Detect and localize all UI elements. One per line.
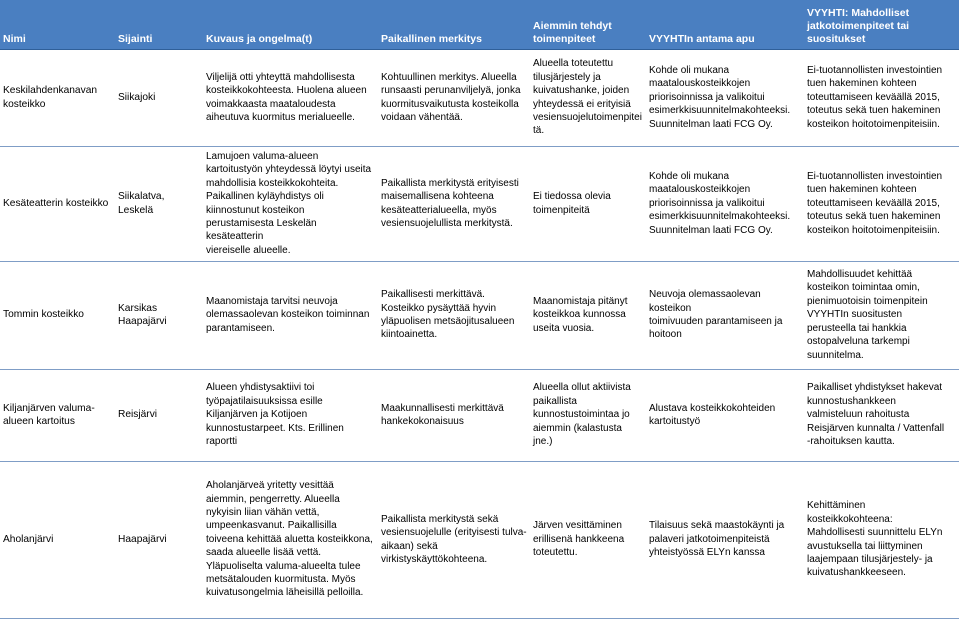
cell-merkitys: Paikallisesti merkittävä. Kosteikko pysäyttää hyvin yläpuolisen metsäojitusalueen kiintoainetta.	[378, 261, 530, 369]
header-paikallinen-merkitys: Paikallinen merkitys	[378, 0, 530, 49]
cell-aiemmin: Ei tiedossa olevia toimenpiteitä	[530, 146, 646, 261]
cell-kuvaus: Aholanjärveä yritetty vesittää aiemmin, pengerretty. Alueella nykyisin liian vähän vettä, umpeenkasvanut. Paikallisilla toiveena kehittää aluetta kosteikkona, saada alueelle lisää vettä. Yläpuoliselta valuma-alueelta tulee metsätalouden kuormitusta. Myös kuivatusongelmia läheisillä pelloilla.	[203, 461, 378, 618]
cell-kuvaus: Viljelijä otti yhteyttä mahdollisesta kosteikkokohteesta. Huolena alueen voimakkaasta maataloudesta aiheutuva kuormitus merialueelle.	[203, 49, 378, 146]
cell-jatko: Ei-tuotannollisten investointien tuen hakeminen kohteen toteuttamiseen keväällä 2015, toteutus sekä tuen hakeminen kosteikon hoitotoimenpiteisiin.	[804, 49, 959, 146]
cell-merkitys: Kohtuullinen merkitys. Alueella runsaasti perunanviljelyä, jonka kuormitusvaikutusta kosteikolla voidaan vähentää.	[378, 49, 530, 146]
cell-merkitys: Maakunnallisesti merkittävä hankekokonaisuus	[378, 369, 530, 461]
cell-nimi: Keskilahdenkanavan kosteikko	[0, 49, 115, 146]
table-row	[0, 461, 959, 618]
header-aiemmin-tehdyt: Aiemmin tehdyt toimenpiteet	[530, 0, 646, 49]
cell-sijainti: Siikajoki	[115, 49, 203, 146]
cell-aiemmin: Maanomistaja pitänyt kosteikkoa kunnossa useita vuosia.	[530, 261, 646, 369]
cell-kuvaus: Alueen yhdistysaktiivi toi työpajatilaisuuksissa esille Kiljanjärven ja Kotijoen kunnostustarpeet. Kts. Erillinen raportti	[203, 369, 378, 461]
cell-apu: Kohde oli mukana maatalouskosteikkojen priorisoinnissa ja valikoitui esimerkkisuunnitelmakohteeksi. Suunnitelman laati FCG Oy.	[646, 146, 804, 261]
cell-sijainti: Karsikas Haapajärvi	[115, 261, 203, 369]
cell-sijainti: Haapajärvi	[115, 461, 203, 618]
cell-nimi: Aholanjärvi	[0, 461, 115, 618]
table-row	[0, 261, 959, 369]
cell-kuvaus: Lamujoen valuma-alueen kartoitustyön yhteydessä löytyi useita mahdollisia kosteikkokohteita. Paikallinen kyläyhdistys oli kiinnostunut kosteikon perustamisesta Leskelän kesäteatterin viereiselle alueelle.	[203, 146, 378, 261]
cell-jatko: Paikalliset yhdistykset hakevat kunnostushankkeen valmisteluun rahoitusta Reisjärven kunnalta / Vattenfall -rahoituksen kautta.	[804, 369, 959, 461]
cell-nimi: Kesäteatterin kosteikko	[0, 146, 115, 261]
table-row	[0, 369, 959, 461]
cell-aiemmin: Järven vesittäminen erillisenä hankkeena toteutettu.	[530, 461, 646, 618]
header-nimi: Nimi	[0, 0, 115, 49]
cell-sijainti: Reisjärvi	[115, 369, 203, 461]
cell-kuvaus: Maanomistaja tarvitsi neuvoja olemassaolevan kosteikon toiminnan parantamiseen.	[203, 261, 378, 369]
table-row	[0, 146, 959, 261]
cell-sijainti: Siikalatva, Leskelä	[115, 146, 203, 261]
cell-jatko: Ei-tuotannollisten investointien tuen hakeminen kohteen toteuttamiseen keväällä 2015, toteutus sekä tuen hakeminen kosteikon hoitotoimenpiteisiin.	[804, 146, 959, 261]
header-kuvaus: Kuvaus ja ongelma(t)	[203, 0, 378, 49]
header-jatkotoimenpiteet: VYYHTI: Mahdolliset jatkotoimenpiteet tai suositukset	[804, 0, 959, 49]
cell-jatko: Mahdollisuudet kehittää kosteikon toimintaa omin, pienimuotoisin toimenpitein VYYHTIn suositusten perusteella tai hankkia ostopalveluna tarkempi suunnitelma.	[804, 261, 959, 369]
cell-jatko: Kehittäminen kosteikkokohteena: Mahdollisesti suunnittelu ELYn avustuksella tai liittyminen laajempaan tilusjärjestely- ja kuivatushankkeeseen.	[804, 461, 959, 618]
cell-aiemmin: Alueella ollut aktiivista paikallista kunnostustoimintaa jo aiemmin (kalastusta jne.)	[530, 369, 646, 461]
cell-apu: Tilaisuus sekä maastokäynti ja palaveri jatkotoimenpiteistä yhteistyössä ELYn kanssa	[646, 461, 804, 618]
cell-nimi: Kiljanjärven valuma- alueen kartoitus	[0, 369, 115, 461]
cell-apu: Kohde oli mukana maatalouskosteikkojen priorisoinnissa ja valikoitui esimerkkisuunnitelmakohteeksi. Suunnitelman laati FCG Oy.	[646, 49, 804, 146]
header-sijainti: Sijainti	[115, 0, 203, 49]
cell-merkitys: Paikallista merkitystä erityisesti maisemallisena kohteena kesäteatterialueella, myös vesiensuojelullista merkitystä.	[378, 146, 530, 261]
cell-merkitys: Paikallista merkitystä sekä vesiensuojelulle (erityisesti tulva- aikaan) sekä virkistyskäyttökohteena.	[378, 461, 530, 618]
header-row	[0, 0, 959, 49]
header-vyyhti-apu: VYYHTIn antama apu	[646, 0, 804, 49]
cell-apu: Neuvoja olemassaolevan kosteikon toimivuuden parantamiseen ja hoitoon	[646, 261, 804, 369]
cell-nimi: Tommin kosteikko	[0, 261, 115, 369]
cell-apu: Alustava kosteikkokohteiden kartoitustyö	[646, 369, 804, 461]
table-row	[0, 49, 959, 146]
cell-aiemmin: Alueella toteutettu tilusjärjestely ja kuivatushanke, joiden yhteydessä ei erityisiä vesiensuojelutoimenpitei tä.	[530, 49, 646, 146]
